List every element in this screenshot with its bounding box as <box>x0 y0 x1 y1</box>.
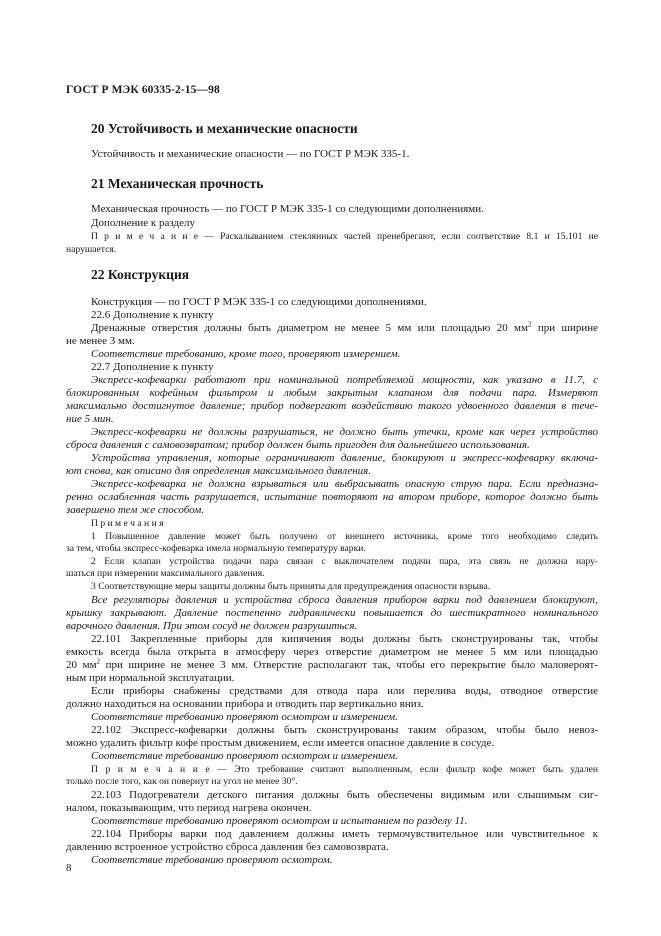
section-20-text: Устойчивость и механические опасности — по ГОСТ Р МЭК 335-1. <box>91 148 410 160</box>
paragraph: емкость всегда была открыта в атмосферу через отверстие диаметром не менее 5 мм или площадью <box>66 646 598 658</box>
paragraph: ют снова, как описано для определения максимального давления. <box>66 465 372 477</box>
section-22-title: 22 Конструкция <box>91 267 190 282</box>
paragraph: Соответствие требованию проверяют осмотром и измерением. <box>91 750 398 762</box>
paragraph: 22.7 Дополнение к пункту <box>91 361 214 373</box>
section-21-title: 21 Механическая прочность <box>91 176 264 191</box>
paragraph: 22.6 Дополнение к пункту <box>91 309 214 321</box>
paragraph <box>66 659 598 672</box>
paragraph: Экспресс-кофеварки не должны разрушаться, не должно быть утечки, кроме как через устройство <box>91 426 598 438</box>
note-text: — Это требование считают выполненным, если фильтр кофе может быть удален <box>209 764 598 775</box>
note-item: 2 Если клапан устройства подачи пара связан с выключателем подачи пара, эта связь не должна нару- <box>91 556 598 567</box>
note-item <box>91 764 598 776</box>
paragraph: крышку закрывают. Давление постепенно гидравлически повышается до шестикратного номинального <box>66 607 598 619</box>
paragraph: ренно ослабленная часть разрушается, испытание повторяют на втором приборе, которое должно быть <box>66 491 598 503</box>
paragraph: Устройства управления, которые ограничивают давление, блокируют и экспресс-кофеварку включа- <box>91 452 598 464</box>
text: при ширине <box>531 322 598 334</box>
text: Дренажные отверстия должны быть диаметром не менее 5 мм или площадью 20 мм <box>91 322 528 334</box>
paragraph: 22.101 Закрепленные приборы для кипячения воды должны быть сконструированы так, чтобы <box>91 633 598 645</box>
paragraph: варочного давления. При этом сосуд не должен разрушиться. <box>66 620 358 632</box>
section-21-addition: Дополнение к разделу <box>91 217 196 229</box>
paragraph: давлению встроенное устройство сброса давления без самовозврата. <box>66 841 389 853</box>
paragraph: Экспресс-кофеварка не должна взрываться или выбрасывать опасную струю пара. Если предназна- <box>91 478 598 490</box>
superscript: 2 <box>96 657 101 666</box>
paragraph: Соответствие требованию проверяют осмотром. <box>91 854 333 866</box>
page-number: 8 <box>66 862 72 874</box>
note-item: 1 Повышенное давление может быть получено от внешнего источника, кроме того необходимо следить <box>91 531 598 542</box>
paragraph <box>91 322 598 335</box>
paragraph: не менее 3 мм. <box>66 335 135 347</box>
text: 20 мм <box>66 659 97 671</box>
paragraph: Экспресс-кофеварки работают при номинальной потребляемой мощности, как указано в 11.7, с <box>91 374 598 386</box>
paragraph: сброса давления с самовозвратом; прибор должен быть пригоден для дальнейшего использования. <box>66 439 530 451</box>
paragraph: блокированным кофейным фильтром и любым закрытым клапаном для подачи пара. Измеряют <box>66 387 598 399</box>
note-text: — Раскалыванием стеклянных частей пренебрегают, если соответствие 8.1 и 15.101 не <box>198 231 599 242</box>
paragraph: налом, показывающим, что период нагрева окончен. <box>66 802 312 814</box>
paragraph: должно находиться на основании прибора и отводить пар вертикально вниз. <box>66 698 424 710</box>
paragraph: 22.103 Подогреватели детского питания должны быть обеспечены видимым или слышимым сиг- <box>91 789 598 801</box>
note-item: шаться при измерении максимального давления. <box>66 568 265 579</box>
note-item: 3 Соответствующие меры защиты должны быть приняты для предупреждения опасности взрыва. <box>91 581 491 592</box>
paragraph: ным при нормальной эксплуатации. <box>66 672 235 684</box>
paragraph: максимально достигнутое давление; прибор подвергают воздействию такого удвоенного давления в тече- <box>66 400 598 412</box>
paragraph: ние 5 мин. <box>66 413 114 425</box>
paragraph: Соответствие требованию проверяют осмотром и измерением. <box>91 711 398 723</box>
paragraph: завершено тем же способом. <box>66 504 204 516</box>
note-item: только после того, как он повернут на угол не менее 30°. <box>66 776 298 787</box>
notes-label: П р и м е ч а н и я <box>91 518 164 529</box>
section-21-note-cont: нарушается. <box>66 244 117 255</box>
section-21-text: Механическая прочность — по ГОСТ Р МЭК 335-1 со следующими дополнениями. <box>91 203 484 215</box>
section-20-title: 20 Устойчивость и механические опасности <box>91 121 358 136</box>
paragraph: Соответствие требованию, кроме того, проверяют измерением. <box>91 348 401 360</box>
paragraph: Если приборы снабжены средствами для отвода пара или перелива воды, отводное отверстие <box>91 685 598 697</box>
paragraph: Соответствие требованию проверяют осмотром и испытанием по разделу 11. <box>91 815 468 827</box>
paragraph: можно удалить фильтр кофе простым движением, если имеется опасное давление в сосуде. <box>66 737 495 749</box>
paragraph: Все регуляторы давления и устройства сброса давления приборов варки под давлением блокируют, <box>91 594 598 606</box>
section-21-note <box>91 231 598 243</box>
note-item: за тем, чтобы экспресс-кофеварка имела нормальную температуру варки. <box>66 543 366 554</box>
note-label: П р и м е ч а н и е <box>91 764 210 775</box>
text: при ширине не менее 3 мм. Отверстие располагают так, чтобы его перекрытие было маловероят- <box>100 659 598 671</box>
paragraph: Конструкция — по ГОСТ Р МЭК 335-1 со следующими дополнениями. <box>91 296 427 308</box>
superscript: 2 <box>527 320 532 329</box>
note-label: П р и м е ч а н и е <box>91 231 198 242</box>
document-header: ГОСТ Р МЭК 60335-2-15—98 <box>66 84 220 96</box>
paragraph: 22.104 Приборы варки под давлением должны иметь термочувствительное или чувствительное к <box>91 828 598 840</box>
paragraph: 22.102 Экспресс-кофеварки должны быть сконструированы таким образом, чтобы было невоз- <box>91 724 598 736</box>
